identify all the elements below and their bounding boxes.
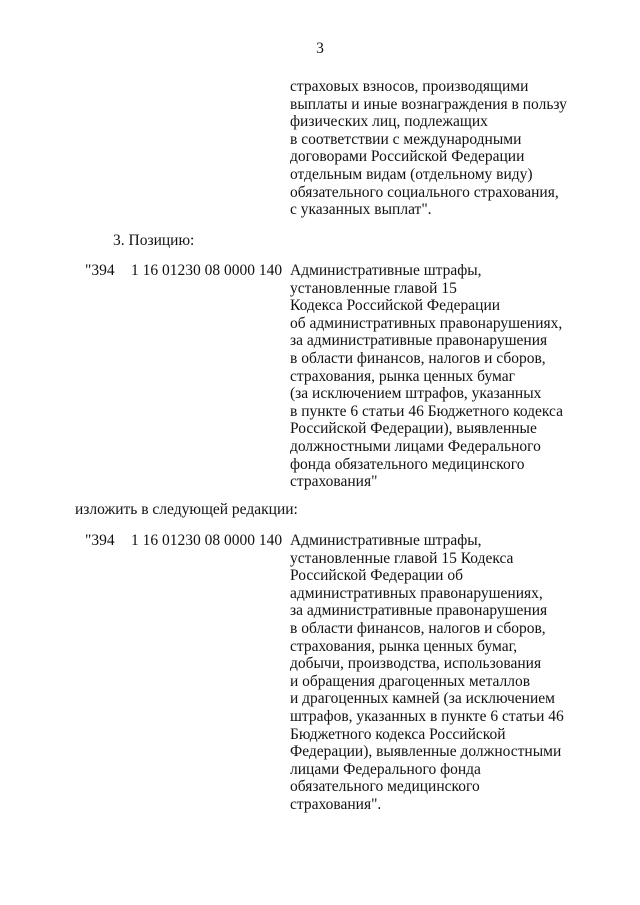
text-line: Российской Федерации об	[290, 567, 463, 585]
text-line: Российской Федерации), выявленные	[290, 420, 537, 438]
text-line: за административные правонарушения	[290, 602, 548, 620]
text-line: фонда обязательного медицинского	[290, 455, 525, 473]
text-line: об административных правонарушениях,	[290, 314, 563, 332]
text-line: отдельным видам (отдельному виду)	[290, 165, 533, 183]
transition-text: изложить в следующей редакции:	[75, 501, 298, 518]
text-line: в соответствии с международными	[290, 130, 522, 148]
old-admin-code: "394	[85, 262, 115, 279]
text-line: с указанных выплат".	[290, 201, 432, 219]
continuation-text	[290, 78, 567, 219]
text-line: Административные штрафы,	[290, 262, 482, 279]
text-line: страхования".	[290, 795, 382, 813]
text-line: в области финансов, налогов и сборов,	[290, 619, 546, 637]
text-line: страховых взносов, производящими	[290, 78, 529, 95]
old-kbk-code: 1 16 01230 08 0000 140	[131, 262, 283, 279]
text-line: добычи, производства, использования	[290, 655, 542, 673]
text-line: страхования, рынка ценных бумаг,	[290, 637, 518, 655]
old-position-description	[290, 262, 563, 491]
text-line: (за исключением штрафов, указанных	[290, 385, 542, 403]
item-heading: 3. Позицию:	[113, 232, 195, 249]
text-line: Федерации), выявленные должностными	[290, 743, 562, 761]
text-line: и обращения драгоценных металлов	[290, 672, 531, 690]
text-line: страхования"	[290, 473, 378, 491]
new-position-description	[290, 532, 564, 814]
text-line: административных правонарушениях,	[290, 584, 543, 602]
new-kbk-code: 1 16 01230 08 0000 140	[131, 532, 283, 549]
text-line: Бюджетного кодекса Российской	[290, 725, 506, 743]
text-line: в пункте 6 статьи 46 Бюджетного кодекса	[290, 402, 564, 420]
text-line: договорами Российской Федерации	[290, 148, 525, 166]
text-line: установленные главой 15 Кодекса	[290, 549, 514, 567]
text-line: установленные главой 15	[290, 279, 457, 297]
text-line: физических лиц, подлежащих	[290, 113, 488, 131]
text-line: Административные штрафы,	[290, 532, 482, 549]
text-line: обязательного медицинского	[290, 778, 480, 796]
text-line: выплаты и иные вознаграждения в пользу	[290, 95, 567, 113]
text-line: Кодекса Российской Федерации	[290, 297, 501, 315]
text-line: лицами Федерального фонда	[290, 760, 481, 778]
new-admin-code: "394	[85, 532, 115, 549]
text-line: в области финансов, налогов и сборов,	[290, 349, 546, 367]
text-line: штрафов, указанных в пункте 6 статьи 46	[290, 707, 564, 725]
text-line: должностными лицами Федерального	[290, 437, 541, 455]
text-line: обязательного социального страхования,	[290, 183, 559, 201]
text-line: страхования, рынка ценных бумаг	[290, 367, 515, 385]
text-line: и драгоценных камней (за исключением	[290, 690, 555, 708]
page-number: 3	[316, 40, 324, 57]
text-line: за административные правонарушения	[290, 332, 548, 350]
